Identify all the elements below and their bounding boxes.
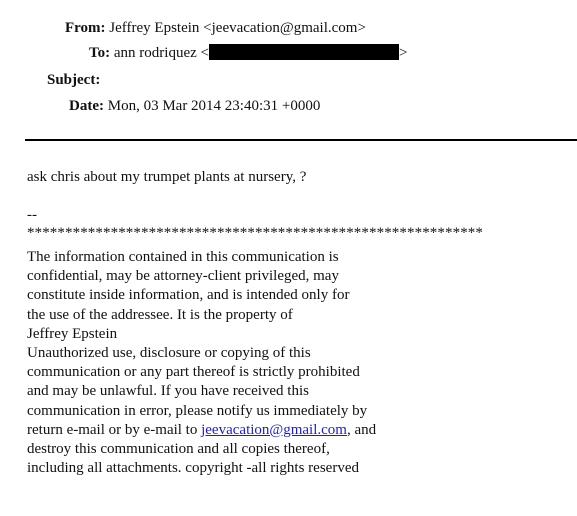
disclaimer-line: the use of the addressee. It is the property of — [27, 306, 293, 323]
disclaimer-return-line — [27, 421, 497, 440]
redaction-bar — [209, 44, 399, 60]
from-value: Jeffrey Epstein <jeevacation@gmail.com> — [109, 20, 366, 36]
subject-row — [47, 71, 100, 89]
to-value-prefix: ann rodriquez < — [113, 45, 209, 61]
disclaimer-line: including all attachments. copyright -all rights reserved — [27, 460, 359, 477]
signature-dash: -- — [27, 207, 37, 223]
disclaimer-line: destroy this communication and all copies thereof, — [27, 441, 330, 458]
disclaimer-line: and may be unlawful. If you have received this — [27, 383, 309, 400]
disclaimer — [27, 248, 497, 478]
disclaimer-line: communication in error, please notify us immediately by — [27, 402, 368, 419]
message-text: ask chris about my trumpet plants at nursery, ? — [27, 169, 307, 185]
to-value-suffix: > — [398, 45, 408, 61]
date-value: Mon, 03 Mar 2014 23:40:31 +0000 — [107, 98, 321, 114]
disclaimer-line: constitute inside information, and is intended only for — [27, 287, 350, 304]
disclaimer-line: confidential, may be attorney-client privileged, may — [27, 268, 339, 285]
date-row — [69, 97, 320, 115]
return-line-after: , and — [346, 421, 377, 438]
from-label: From: — [65, 20, 106, 36]
return-line-before: return e-mail or by e-mail to — [27, 421, 202, 438]
disclaimer-line: Jeffrey Epstein — [27, 325, 118, 342]
date-label: Date: — [69, 98, 104, 114]
disclaimer-line: communication or any part thereof is strictly prohibited — [27, 364, 360, 381]
disclaimer-line: The information contained in this communication is — [27, 249, 339, 265]
to-label: To: — [89, 45, 111, 61]
separator-stars: ************************************************************ — [27, 225, 483, 241]
from-row — [65, 19, 366, 37]
disclaimer-line: Unauthorized use, disclosure or copying of this — [27, 345, 311, 362]
email-link[interactable]: jeevacation@gmail.com — [201, 421, 347, 438]
to-row — [89, 44, 407, 62]
header-divider — [25, 139, 577, 141]
subject-label: Subject: — [47, 72, 101, 88]
